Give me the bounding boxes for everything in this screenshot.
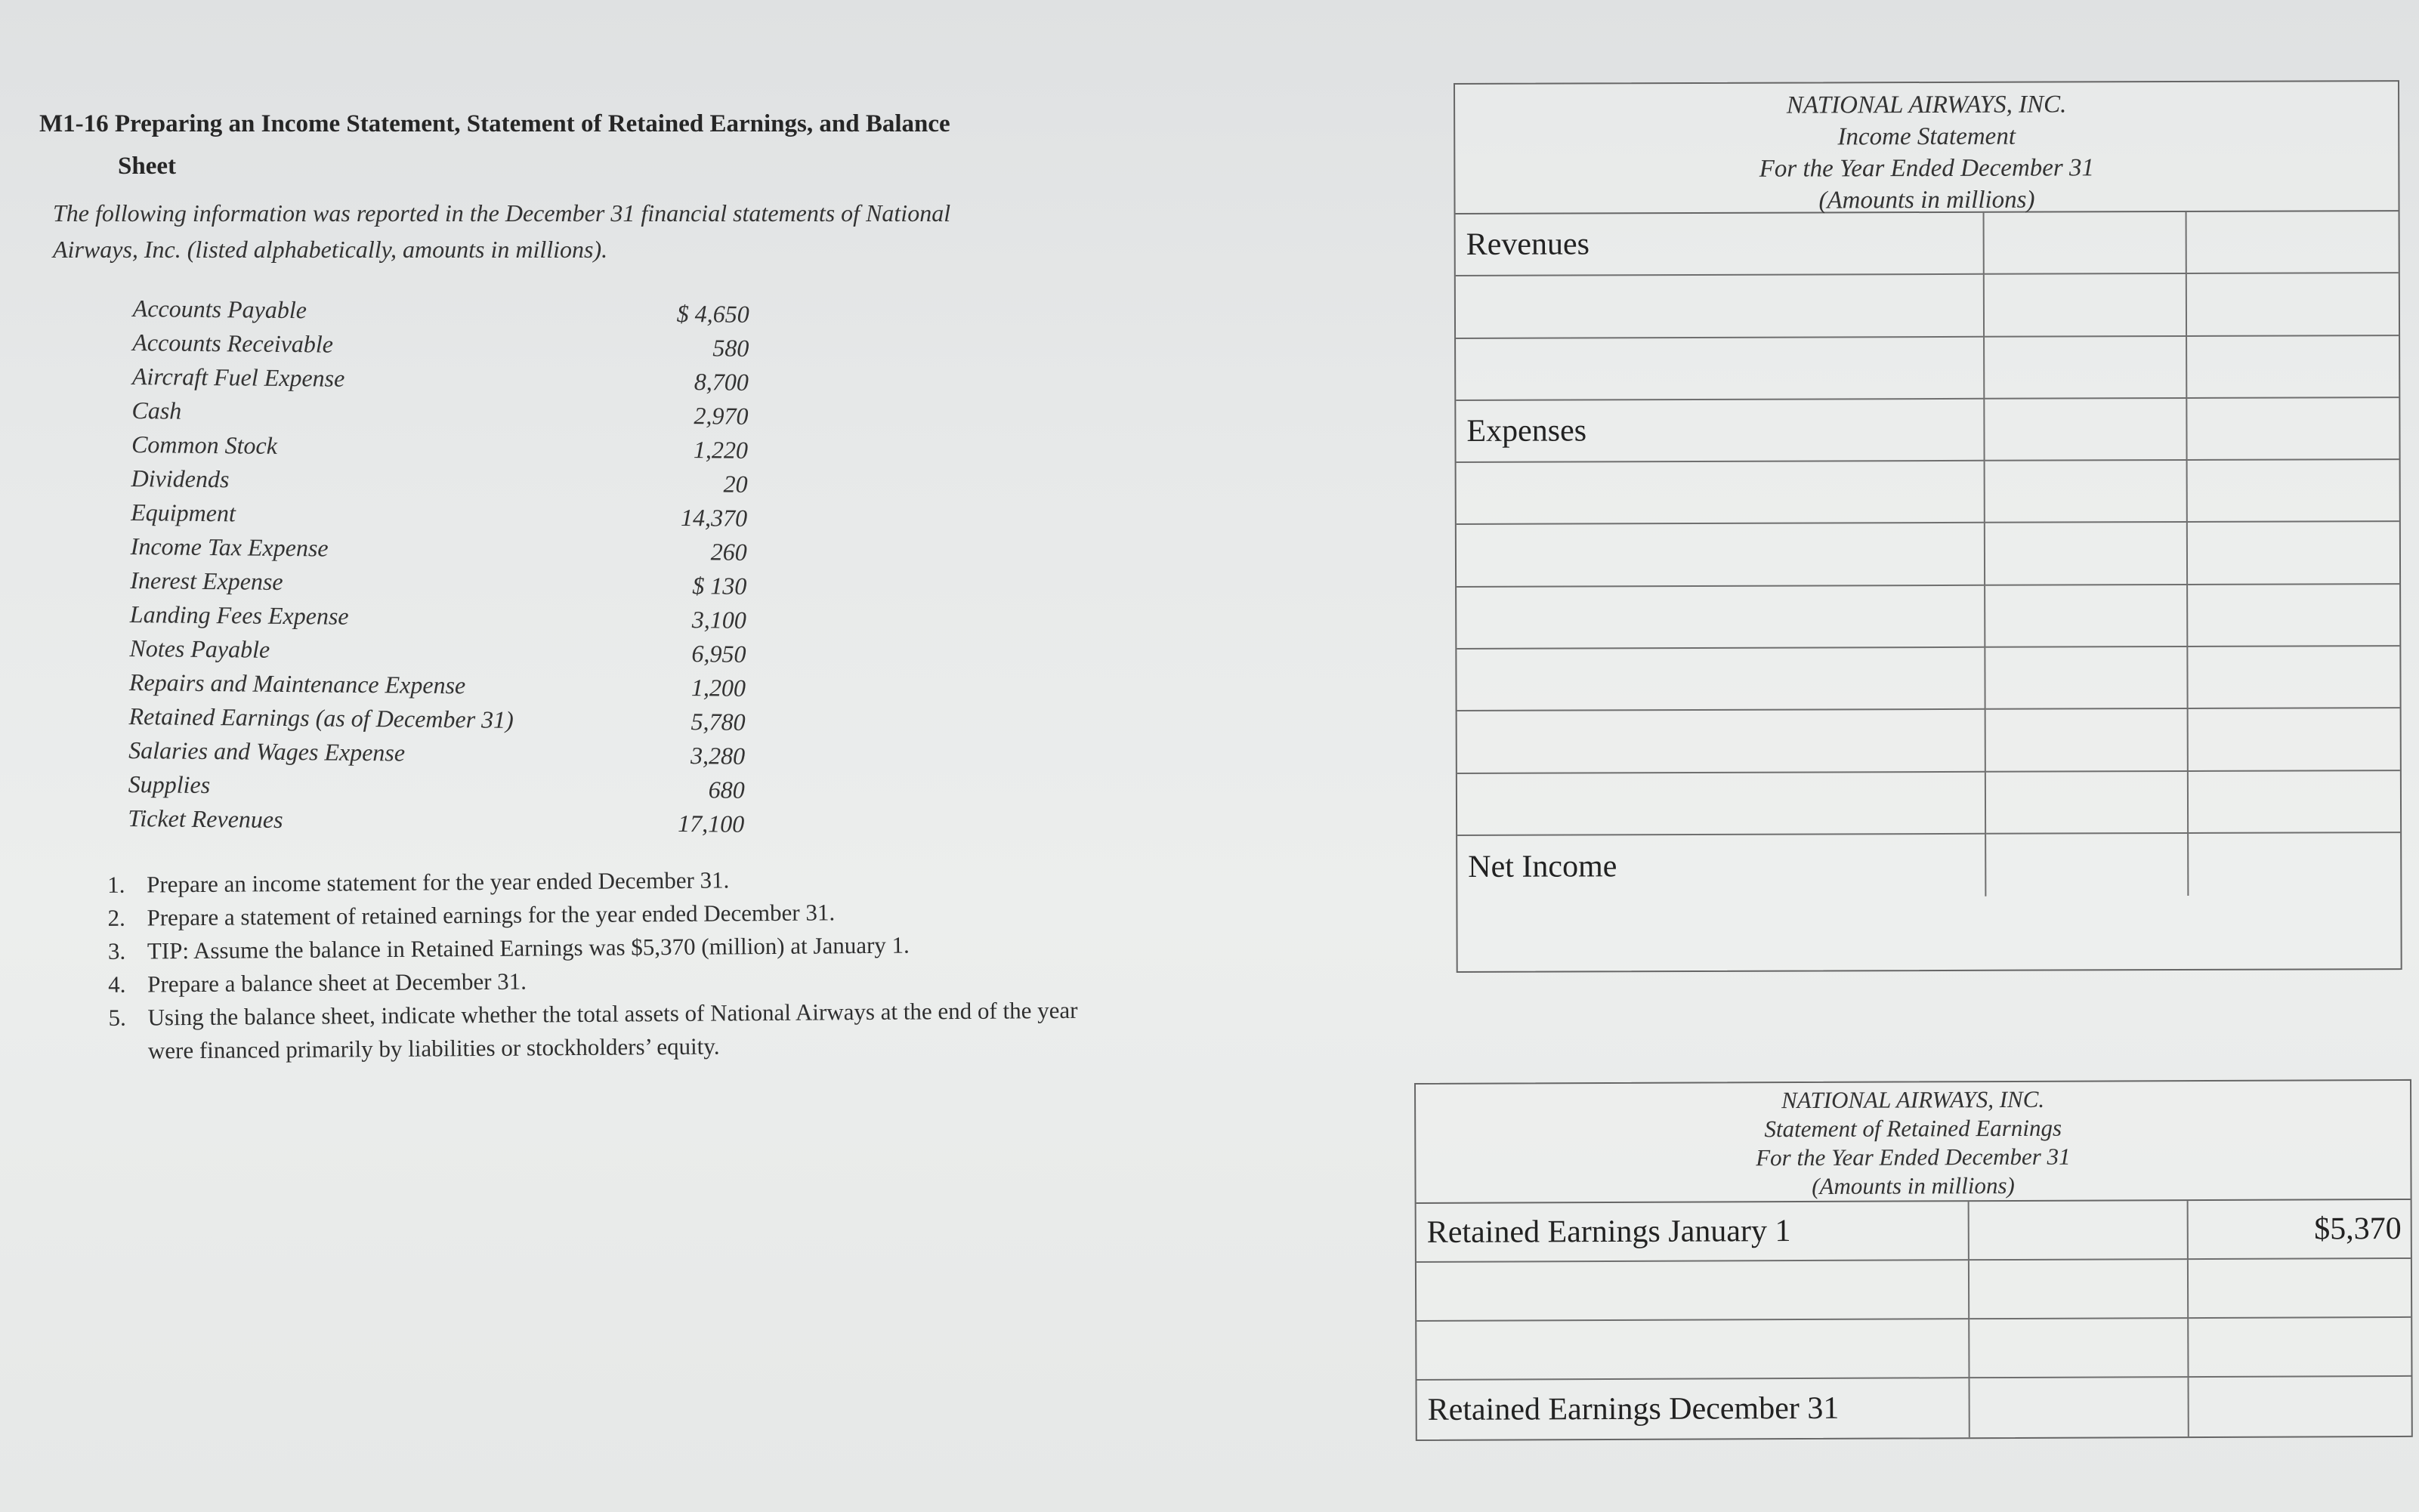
table-cell-input[interactable] — [1985, 337, 2187, 400]
account-name: Aircraft Fuel Expense — [131, 363, 345, 392]
account-name: Income Tax Expense — [130, 532, 329, 562]
problem-intro-line2: Airways, Inc. (listed alphabetically, amounts in millions). — [53, 236, 608, 263]
income-statement-grid — [1456, 211, 2401, 898]
instructions-list — [98, 861, 1097, 1068]
account-value: 8,700 — [694, 368, 749, 396]
table-cell-input[interactable] — [1970, 1378, 2189, 1437]
instruction-number: 2. — [107, 904, 125, 931]
table-cell-input[interactable] — [1985, 274, 2187, 337]
table-cell-input[interactable] — [2187, 211, 2399, 274]
account-row — [125, 699, 760, 739]
table-cell-input[interactable] — [1457, 710, 1986, 773]
table-cell-input[interactable] — [1457, 772, 1986, 835]
problem-title — [39, 103, 1036, 187]
net-income-label: Net Income — [1457, 835, 1986, 898]
table-cell-input[interactable] — [2187, 336, 2399, 399]
account-value: 5,780 — [690, 708, 746, 736]
account-name: Common Stock — [131, 430, 278, 459]
table-cell-input[interactable] — [1985, 399, 2187, 461]
retained-earnings-beginning-label: Retained Earnings January 1 — [1416, 1202, 1969, 1263]
instruction-number: 4. — [108, 970, 126, 998]
account-row — [127, 563, 762, 603]
retained-earnings-beginning-value: $5,370 — [2189, 1200, 2411, 1260]
table-cell-input[interactable] — [2188, 585, 2399, 647]
account-name: Dividends — [131, 464, 230, 493]
table-cell-input[interactable] — [1986, 772, 2189, 835]
account-name: Landing Fees Expense — [129, 600, 349, 630]
income-statement-header — [1455, 82, 2399, 214]
table-cell-input[interactable] — [1969, 1201, 2189, 1261]
account-name: Accounts Payable — [132, 295, 307, 324]
account-value: 6,950 — [691, 640, 746, 668]
table-cell-input[interactable] — [2189, 708, 2400, 771]
account-name: Supplies — [128, 770, 211, 799]
account-value: 2,970 — [694, 402, 749, 430]
instruction-text: TIP: Assume the balance in Retained Earnings was $5,370 (million) at January 1. — [147, 931, 910, 964]
instruction-item — [99, 994, 1097, 1068]
table-cell-input[interactable] — [2189, 833, 2400, 896]
account-value: 680 — [708, 776, 745, 804]
problem-title-line2: Sheet — [118, 153, 176, 180]
account-value: 14,370 — [680, 504, 748, 532]
revenues-label: Revenues — [1456, 213, 1985, 276]
accounts-list — [125, 292, 765, 841]
account-name: Retained Earnings (as of December 31) — [128, 702, 514, 733]
table-cell-input[interactable] — [1986, 709, 2189, 772]
retained-earnings-table — [1414, 1079, 2413, 1441]
account-name: Notes Payable — [129, 634, 270, 663]
account-row — [130, 292, 765, 332]
table-cell-input[interactable] — [1456, 275, 1985, 338]
table-cell-input[interactable] — [2187, 398, 2399, 461]
account-value: 1,200 — [690, 674, 746, 702]
account-row — [125, 733, 760, 773]
account-value: 20 — [723, 470, 748, 498]
account-value: 17,100 — [678, 809, 745, 838]
account-name: Inerest Expense — [130, 566, 283, 595]
table-cell-input[interactable] — [1457, 523, 1985, 587]
expenses-label: Expenses — [1456, 400, 1985, 463]
table-cell-input[interactable] — [2187, 273, 2399, 336]
income-statement-table — [1454, 80, 2402, 973]
retained-earnings-company: NATIONAL AIRWAYS, INC. — [1781, 1085, 2045, 1114]
table-cell-input[interactable] — [2188, 523, 2399, 585]
instruction-text: Prepare a balance sheet at December 31. — [147, 967, 527, 998]
income-statement-units: (Amounts in millions) — [1818, 186, 2035, 214]
table-cell-input[interactable] — [1456, 337, 1985, 400]
account-row — [125, 767, 760, 807]
retained-earnings-grid — [1416, 1200, 2411, 1439]
account-value: 3,280 — [690, 742, 746, 770]
table-cell-input[interactable] — [2188, 460, 2399, 523]
account-row — [128, 495, 762, 535]
income-statement-period: For the Year Ended December 31 — [1759, 154, 2095, 183]
instruction-text: Prepare an income statement for the year ended December 31. — [147, 866, 730, 898]
table-cell-input[interactable] — [2189, 1259, 2411, 1319]
table-cell-input[interactable] — [1985, 212, 2187, 275]
table-cell-input[interactable] — [1986, 834, 2189, 896]
instruction-text: Using the balance sheet, indicate whether the total assets of National Airways at the end of the year were financed primarily by liabilities or stockholders’ equity. — [147, 996, 1078, 1064]
table-cell-input[interactable] — [1416, 1261, 1969, 1322]
retained-earnings-units: (Amounts in millions) — [1812, 1171, 2015, 1199]
retained-earnings-header — [1416, 1081, 2411, 1204]
account-row — [128, 461, 762, 501]
account-row — [129, 359, 764, 400]
account-value: 3,100 — [691, 606, 747, 634]
account-row — [125, 801, 759, 841]
account-row — [128, 427, 763, 467]
account-row — [128, 529, 762, 569]
account-name: Repairs and Maintenance Expense — [128, 668, 466, 699]
account-row — [126, 631, 761, 671]
table-cell-input[interactable] — [1985, 585, 2188, 648]
table-cell-input[interactable] — [1969, 1260, 2189, 1319]
table-cell-input[interactable] — [1457, 648, 1985, 711]
table-cell-input[interactable] — [1985, 647, 2188, 710]
income-statement-company: NATIONAL AIRWAYS, INC. — [1786, 91, 2067, 119]
table-cell-input[interactable] — [2189, 1377, 2411, 1436]
table-cell-input[interactable] — [1985, 461, 2188, 523]
instruction-number: 5. — [108, 1004, 126, 1031]
retained-earnings-ending-label: Retained Earnings December 31 — [1417, 1378, 1970, 1439]
table-cell-input[interactable] — [1457, 461, 1985, 525]
account-value: 260 — [710, 538, 747, 566]
table-cell-input[interactable] — [2189, 771, 2400, 834]
account-value: 1,220 — [693, 436, 749, 464]
retained-earnings-period: For the Year Ended December 31 — [1756, 1143, 2071, 1171]
income-statement-name: Income Statement — [1837, 122, 2016, 151]
instruction-number: 3. — [107, 937, 126, 964]
account-name: Equipment — [131, 498, 236, 527]
table-cell-input[interactable] — [1969, 1319, 2189, 1378]
account-row — [129, 326, 764, 366]
instruction-number: 1. — [107, 871, 125, 898]
retained-earnings-name: Statement of Retained Earnings — [1764, 1114, 2062, 1143]
account-row — [128, 393, 763, 434]
table-cell-input[interactable] — [2189, 1318, 2411, 1378]
problem-intro — [53, 195, 1065, 267]
table-cell-input[interactable] — [1985, 523, 2188, 585]
table-cell-input[interactable] — [2188, 646, 2399, 709]
table-cell-input[interactable] — [1416, 1319, 1969, 1381]
account-name: Ticket Revenues — [128, 804, 283, 833]
account-value: $ 130 — [692, 572, 747, 600]
problem-title-line1: M1-16 Preparing an Income Statement, Statement of Retained Earnings, and Balance — [39, 110, 950, 137]
table-cell-input[interactable] — [1457, 586, 1985, 650]
account-value: $ 4,650 — [676, 299, 749, 328]
account-row — [127, 597, 762, 637]
account-name: Salaries and Wages Expense — [128, 736, 406, 767]
instruction-text: Prepare a statement of retained earnings for the year ended December 31. — [147, 899, 836, 931]
problem-intro-line1: The following information was reported in the December 31 financial statements of National — [53, 199, 951, 227]
account-value: 580 — [712, 334, 749, 362]
account-row — [126, 665, 761, 705]
account-name: Accounts Receivable — [132, 329, 334, 358]
account-name: Cash — [131, 397, 182, 424]
